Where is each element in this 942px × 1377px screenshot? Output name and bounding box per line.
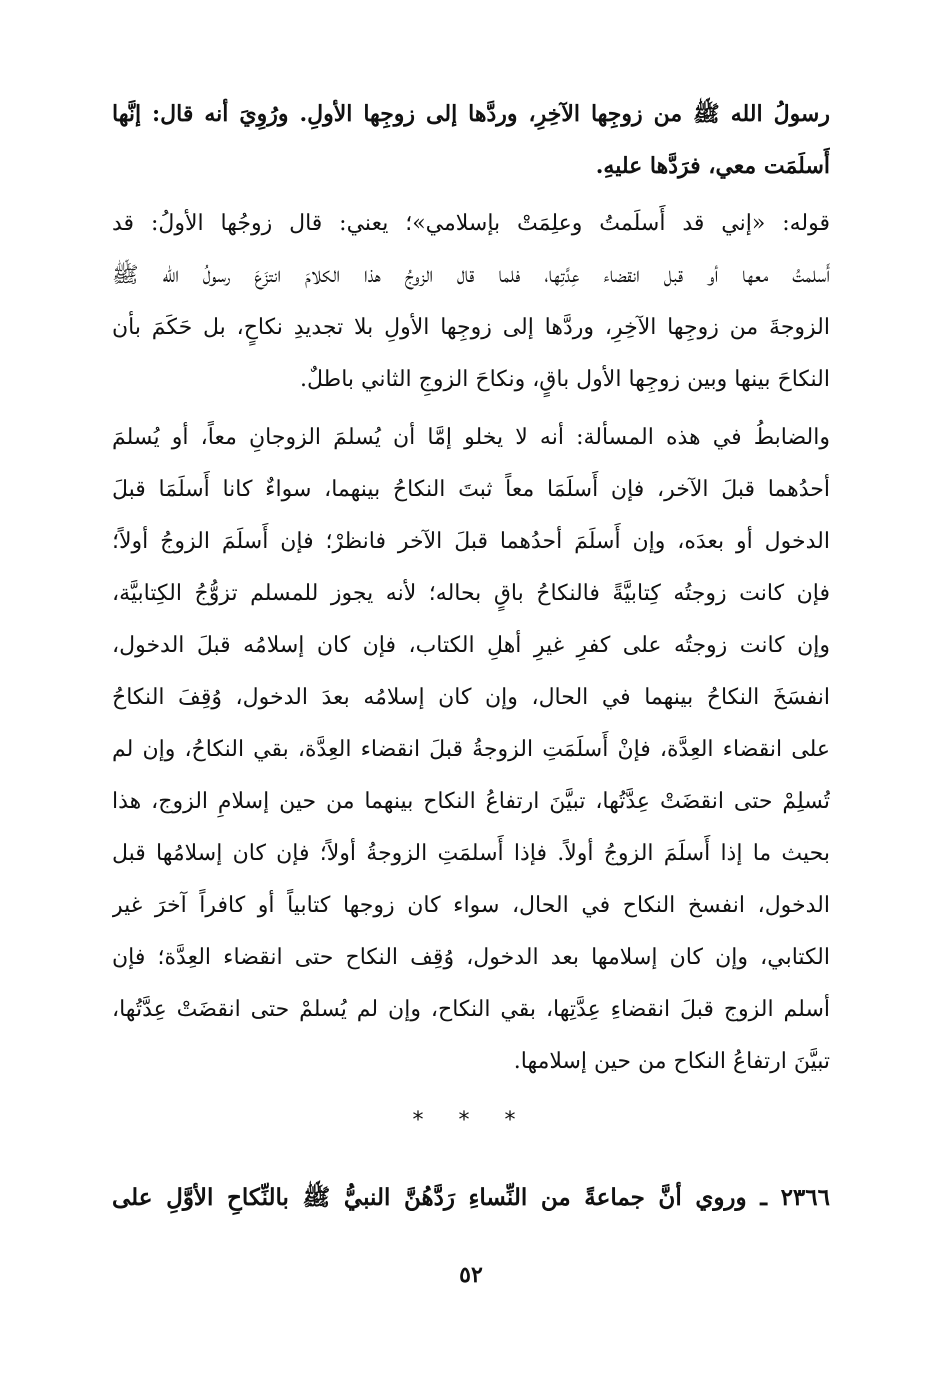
- page-number: ٥٢: [459, 1262, 483, 1288]
- text-line: فإن كانت زوجتُه كِتابيَّةً فالنكاحُ باقٍ بحاله؛ لأنه يجوز للمسلم تزوُّجُ الكِتابيَّة،: [112, 581, 830, 606]
- paragraph-3: [112, 412, 830, 1088]
- text-line: وإن كانت زوجتُه على كفرِ غيرِ أهلِ الكتاب، فإن كان إسلامُه قبلَ الدخول،: [112, 633, 830, 658]
- paragraph-1: [112, 88, 830, 192]
- text-line: أَسلَمَت معي، فرَدَّها عليهِ.: [595, 153, 830, 179]
- text-line: تُسلِمْ حتى انقضَتْ عِدَّتُها، تبيَّنَ ارتفاعُ النكاح بينهما من حين إسلامِ الزوج، هذا: [112, 789, 830, 814]
- text-line: النكاحَ بينها وبين زوجِها الأول باقٍ، ونكاحَ الزوجِ الثاني باطلٌ.: [300, 367, 830, 392]
- section-separator: * * *: [412, 1108, 530, 1133]
- main-text: [112, 88, 830, 1088]
- text-line: الدخول أو بعدَه، وإن أَسلَمَ أحدُهما قبلَ الآخر فانظرْ؛ فإن أَسلَمَ الزوجُ أولاً؛: [112, 529, 830, 554]
- paragraph-2: [112, 198, 830, 406]
- text-line: الدخول، انفسخ النكاح في الحال، سواء كان زوجها كتابياً أو كافراً آخرَ غير: [112, 893, 830, 918]
- text-line: أَسلمتُ معها أو قبل انقضاء عِدَّتِها، فلما قال الزوجُ هذا الكلامَ انتزَعَ رسولُ الله ﷺ: [112, 263, 830, 288]
- text-line: الزوجةَ من زوجِها الآخِرِ، وردَّها إلى زوجِها الأولِ بلا تجديدِ نكاحٍ، بل حَكَمَ بأن: [112, 315, 830, 340]
- text-line: تبيَّنَ ارتفاعُ النكاح من حين إسلامها.: [513, 1049, 830, 1074]
- text-line: بحيث ما إذا أَسلَمَ الزوجُ أولاً. فإذا أَسلمَتِ الزوجةُ أولاً؛ فإن كان إسلامُها قبل: [112, 841, 830, 866]
- text-line: الكتابي، وإن كان إسلامها بعد الدخول، وُقِف النكاح حتى انقضاء العِدَّة؛ فإن: [112, 945, 830, 970]
- text-line: والضابطُ في هذه المسألة: أنه لا يخلو إمَّا أن يُسلمَ الزوجانِ معاً، أو يُسلمَ: [112, 425, 830, 450]
- text-line: أحدُهما قبلَ الآخر، فإن أَسلَمَا معاً ثبتَ النكاحُ بينهما، سواءٌ كانا أَسلَمَا قبلَ: [112, 477, 830, 502]
- text-line: على انقضاء العِدَّة، فإنْ أَسلَمَتِ الزوجةُ قبلَ انقضاء العِدَّة، بقي النكاحُ، وإن لم: [112, 737, 830, 762]
- text-line: قوله: «إني قد أَسلَمتُ وعلِمَتْ بإسلامي»؛ يعني: قال زوجُها الأولُ: قد: [112, 211, 830, 236]
- hadith-heading: ٢٣٦٦ ـ وروي أنَّ جماعةً من النِّساءِ رَدَّهُنَّ النبيُّ ﷺ بالنِّكاحِ الأوَّلِ على: [112, 1184, 830, 1211]
- text-line: انفسَخَ النكاحُ بينهما في الحال، وإن كان إسلامُه بعدَ الدخول، وُقِفَ النكاحُ: [112, 685, 830, 710]
- text-line: رسولُ الله ﷺ من زوجِها الآخِرِ، وردَّها إلى زوجِها الأولِ. ورُوِيَ أنه قال: إنَّها: [112, 101, 830, 127]
- text-line: أسلم الزوج قبلَ انقضاءِ عِدَّتِها، بقي النكاح، وإن لم يُسلمْ حتى انقضَتْ عِدَّتُها،: [112, 997, 830, 1022]
